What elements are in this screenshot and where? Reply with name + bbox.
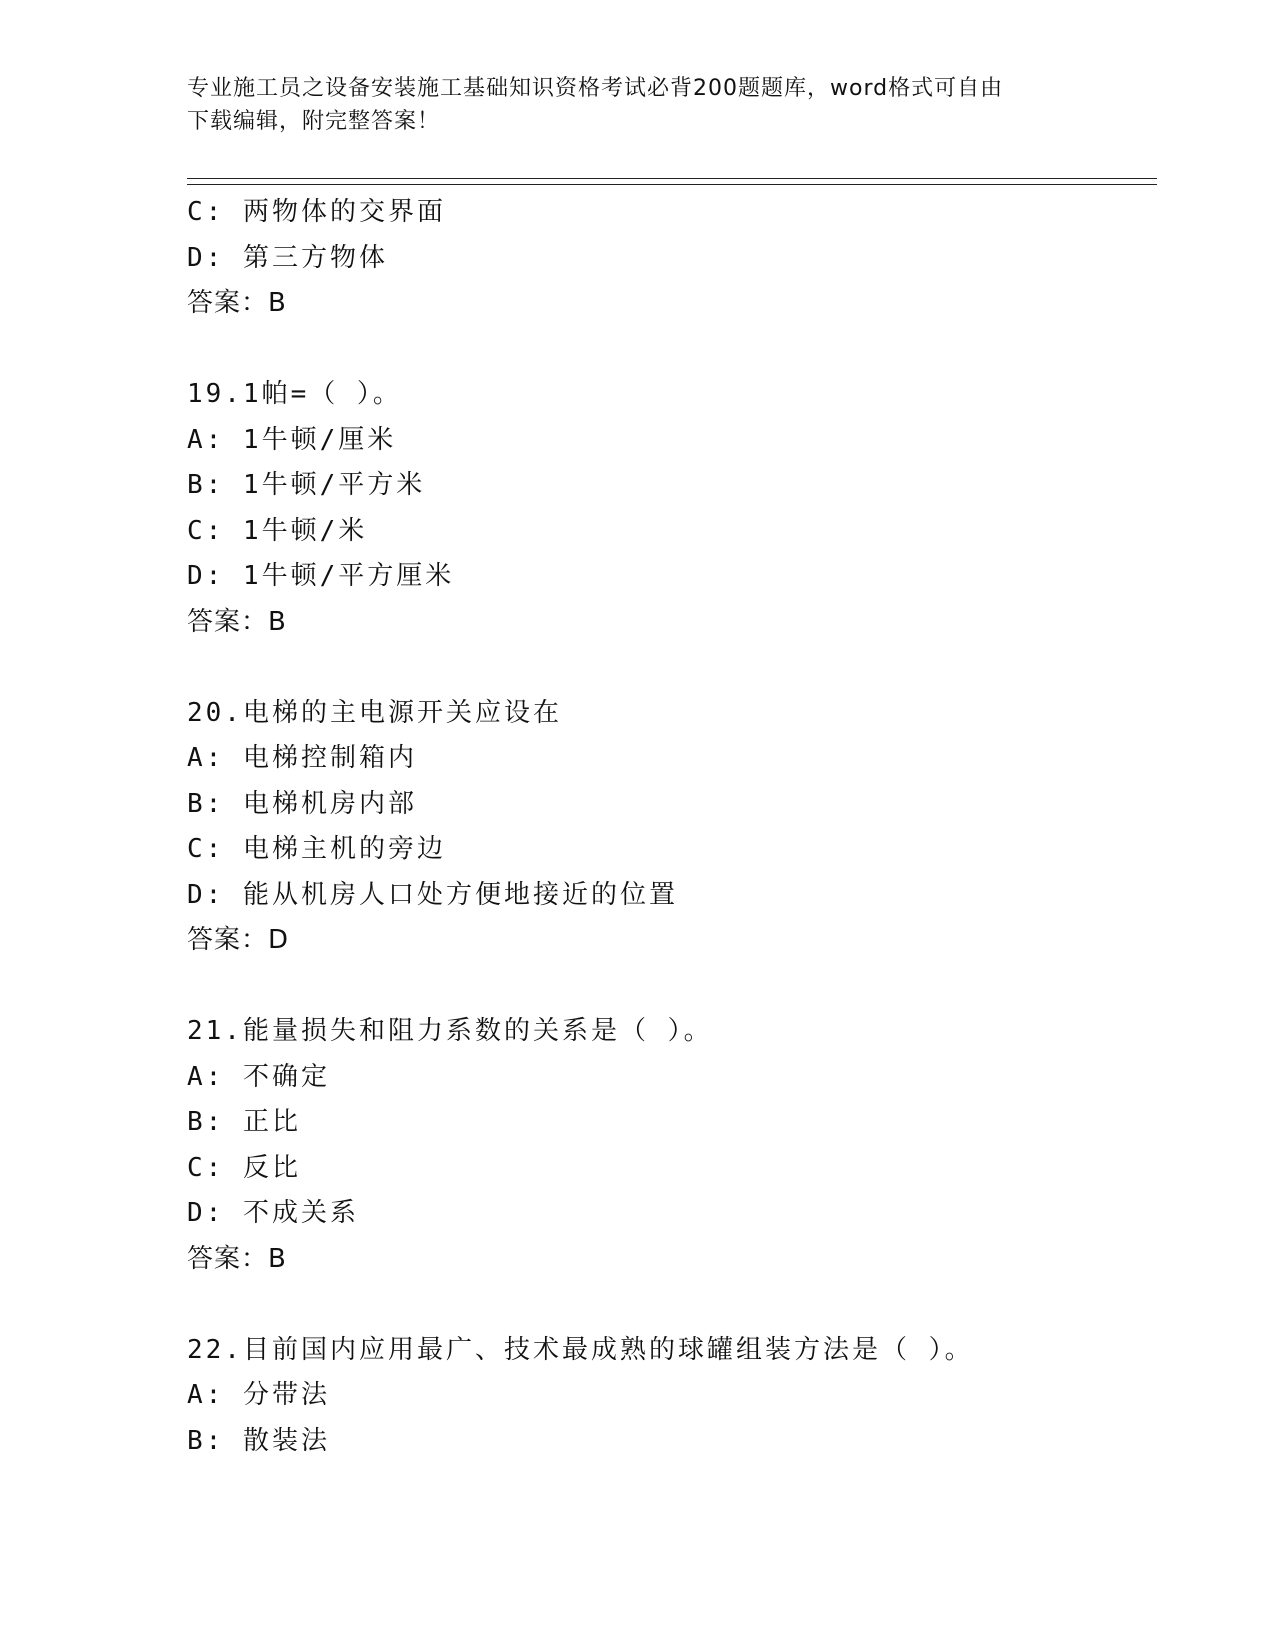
question-22 [187,1328,1157,1465]
answer: 答案：B [187,1243,287,1274]
question-stem: 19.1帕=（ ）。 [187,379,402,409]
question-stem: 21.能量损失和阻力系数的关系是（ ）。 [187,1016,713,1046]
header-line-1: 专业施工员之设备安装施工基础知识资格考试必背200题题库，word格式可自由 [187,76,1004,101]
option-b: B: 散装法 [187,1425,330,1456]
option-b: B: 正比 [187,1107,301,1137]
question-18-tail [187,190,1157,327]
answer: 答案：D [187,925,290,955]
question-21 [187,1009,1157,1282]
option-a: A: 电梯控制箱内 [187,743,417,773]
option-c: C: 1牛顿/米 [187,515,368,546]
question-stem: 20.电梯的主电源开关应设在 [187,697,562,728]
option-d: D: 能从机房人口处方便地接近的位置 [187,879,678,910]
option-a: A: 分带法 [187,1380,330,1410]
option-a: A: 1牛顿/厘米 [187,424,397,455]
spacer [187,964,1157,1010]
option-a: A: 不确定 [187,1061,330,1092]
option-b: B: 1牛顿/平方米 [187,470,426,500]
answer: 答案：B [187,606,287,637]
header-line-2: 下载编辑，附完整答案！ [187,109,441,134]
header-divider [187,178,1157,185]
option-d: D: 1牛顿/平方厘米 [187,561,455,591]
option-b: B: 电梯机房内部 [187,788,417,819]
option-c: C: 两物体的交界面 [187,197,446,227]
option-c: C: 反比 [187,1152,301,1183]
spacer [187,645,1157,691]
question-list [187,190,1157,1464]
question-stem: 22.目前国内应用最广、技术最成熟的球罐组装方法是（ ）。 [187,1334,974,1365]
question-20 [187,691,1157,964]
option-c: C: 电梯主机的旁边 [187,834,446,864]
spacer [187,1282,1157,1328]
document-header [187,72,1087,138]
question-19 [187,372,1157,645]
spacer [187,327,1157,373]
option-d: D: 第三方物体 [187,242,388,273]
option-d: D: 不成关系 [187,1198,359,1228]
answer: 答案：B [187,288,287,318]
